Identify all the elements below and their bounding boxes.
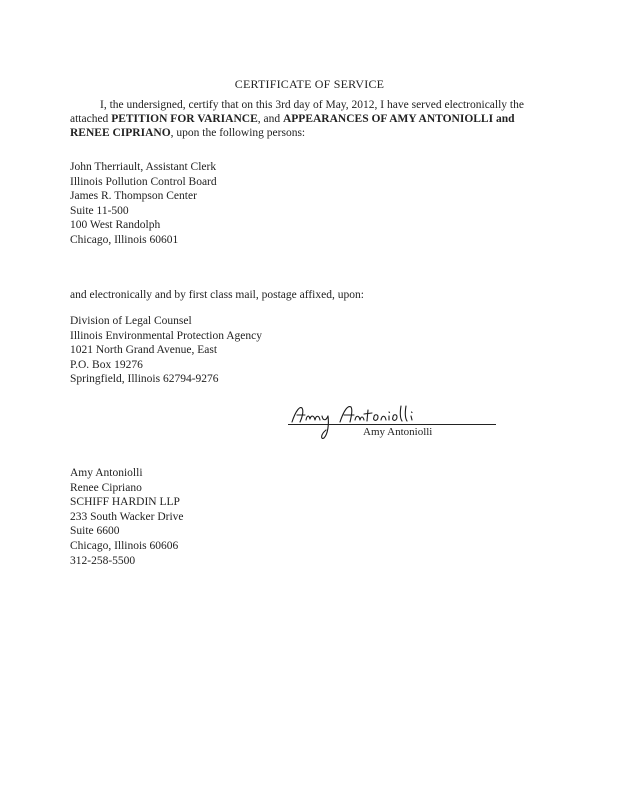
- address-line: 1021 North Grand Avenue, East: [70, 344, 218, 357]
- intro-bold-appearances: APPEARANCES OF AMY ANTONIOLLI and RENEE CIPRIANO: [70, 113, 515, 139]
- address-line: Illinois Environmental Protection Agency: [70, 329, 262, 342]
- address-line: SCHIFF HARDIN LLP: [70, 496, 180, 509]
- address-line: 233 South Wacker Drive: [70, 510, 184, 523]
- address-line: Springfield, Illinois 62794-9276: [70, 373, 219, 386]
- address-line: Amy Antoniolli: [70, 467, 143, 479]
- address-line: Illinois Pollution Control Board: [70, 175, 217, 188]
- address-line: John Therriault, Assistant Clerk: [70, 161, 217, 173]
- intro-bold-petition: PETITION FOR VARIANCE: [111, 113, 258, 125]
- address-line: Chicago, Illinois 60601: [70, 233, 179, 246]
- signatory-name: Amy Antoniolli: [363, 426, 433, 438]
- sender-address: [70, 466, 184, 568]
- address-line: Renee Cipriano: [70, 481, 142, 494]
- phone-number: 312-258-5500: [70, 554, 136, 567]
- recipient-address-2: [70, 314, 262, 387]
- signature-block: [288, 400, 498, 445]
- handwritten-signature: [288, 400, 498, 445]
- intro-text-3: , upon the following persons:: [170, 127, 306, 139]
- certification-paragraph: [70, 98, 550, 140]
- address-line: James R. Thompson Center: [70, 190, 197, 203]
- signature-line: [288, 424, 496, 425]
- recipient-address-1: [70, 160, 217, 248]
- page-title: CERTIFICATE OF SERVICE: [234, 77, 385, 91]
- service-method-text: and electronically and by first class mail, postage affixed, upon:: [70, 289, 364, 301]
- intro-text-2: , and: [257, 113, 283, 125]
- intro-text-1: I, the undersigned, certify that on this 3rd day of May, 2012, I have served electronically the attached: [70, 99, 524, 125]
- address-line: 100 West Randolph: [70, 219, 161, 232]
- address-line: Division of Legal Counsel: [70, 315, 192, 327]
- address-line: Suite 11-500: [70, 204, 129, 217]
- address-line: Suite 6600: [70, 525, 120, 538]
- address-line: P.O. Box 19276: [70, 358, 143, 371]
- address-line: Chicago, Illinois 60606: [70, 539, 179, 552]
